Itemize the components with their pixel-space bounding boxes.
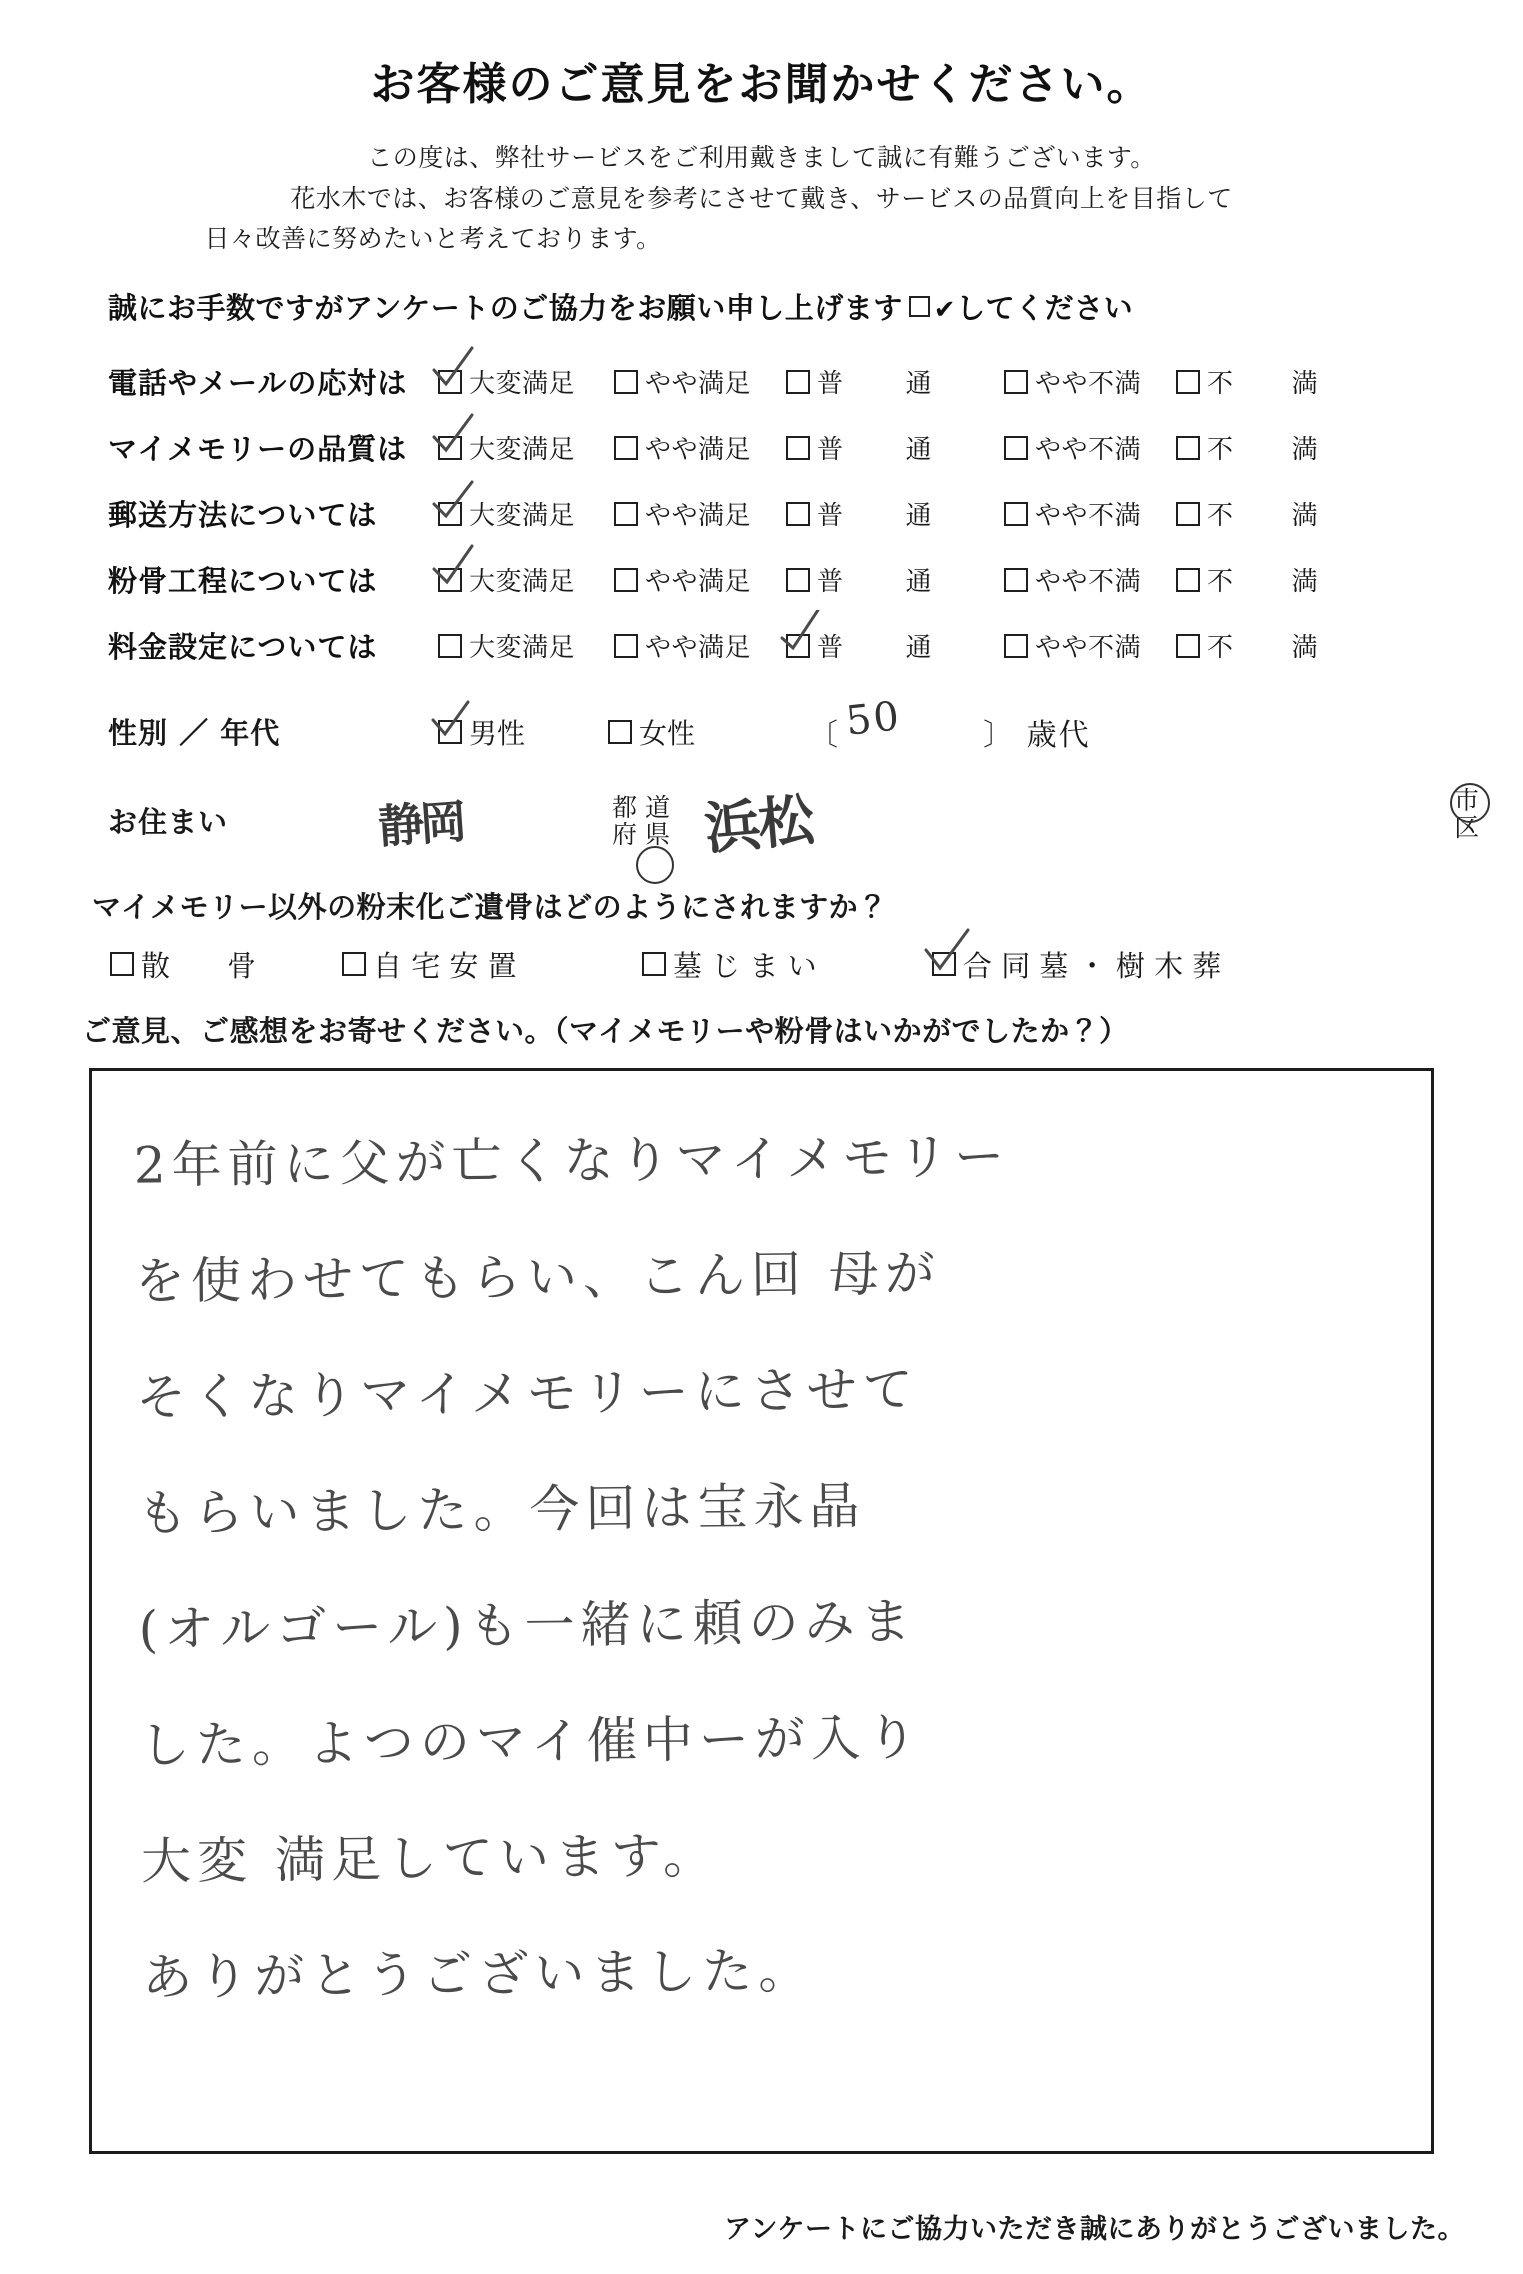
option-neutral[interactable] [786,561,1004,598]
option-label-2: 通 [905,369,933,399]
option-very-satisfied[interactable] [438,363,614,400]
option-label: やや満足 [645,435,752,465]
option-dissatisfied[interactable] [1176,429,1356,466]
option-label-2: 満 [1291,633,1319,663]
checkbox-icon[interactable] [342,952,366,976]
checkbox-icon[interactable] [438,370,462,394]
option-label-2: 通 [905,501,933,531]
gender-label-male: 男性 [469,716,526,750]
option-somewhat-satisfied[interactable] [614,561,786,598]
age-suffix: 歳代 [1026,717,1091,753]
checkbox-icon[interactable] [932,952,956,976]
footer-thanks-note: アンケートにご協力いただき誠にありがとうございました。 [724,2214,1465,2245]
option-label: 大変満足 [469,567,576,597]
checkbox-icon[interactable] [786,502,810,526]
checkbox-icon[interactable] [786,634,810,658]
option-label: 大変満足 [469,501,576,531]
option-label: 合 同 墓 ・ 樹 木 葬 [963,948,1222,983]
option-label: 散 骨 [141,948,271,983]
instruction-check-icon: ✔ [933,294,957,325]
option-label-2: 通 [905,567,933,597]
request-line [108,286,1523,327]
rating-options [438,627,1356,664]
option-somewhat-dissatisfied[interactable] [1004,495,1176,532]
option-label-2: 通 [905,435,933,465]
option-neutral[interactable] [786,429,1004,466]
other-question-text: マイメモリー以外の粉末化ご遺骨はどのようにされますか？ [92,889,888,924]
gender-age-label: 性別 ／ 年代 [108,716,281,750]
checkbox-icon[interactable] [786,568,810,592]
option-very-satisfied[interactable] [438,561,614,598]
rating-label: 料金設定については [108,630,378,664]
option-label-2: 満 [1291,435,1319,465]
shi-label: 市 [1453,785,1479,815]
checkbox-icon[interactable] [110,952,134,976]
checkbox-icon[interactable] [642,952,666,976]
checkbox-icon[interactable] [614,370,638,394]
checkbox-icon[interactable] [1004,502,1028,526]
request-text-before: 誠にお手数ですがアンケートのご協力をお願い申し上げます [108,290,903,325]
option-dissatisfied[interactable] [1176,495,1356,532]
rating-label: 郵送方法については [108,498,378,532]
option-label: やや不満 [1035,369,1142,399]
option-grave-closing[interactable] [642,944,932,985]
address-row [108,773,1523,869]
option-label-2: 通 [905,633,933,663]
rating-options [438,561,1356,598]
option-neutral[interactable] [786,363,1004,400]
option-label: やや満足 [645,501,752,531]
option-label: 普 [817,501,844,531]
option-label: 普 [817,435,844,465]
option-label: 大変満足 [469,435,576,465]
checkbox-icon[interactable] [608,720,632,744]
option-dissatisfied[interactable] [1176,363,1356,400]
option-label: 自 宅 安 置 [373,948,517,983]
ratings-section [0,349,1523,679]
checkbox-icon[interactable] [614,634,638,658]
option-dissatisfied[interactable] [1176,561,1356,598]
rating-label: 電話やメールの応対は [108,366,408,400]
bracket-open: 〔 [808,717,840,753]
option-somewhat-dissatisfied[interactable] [1004,429,1176,466]
checkbox-icon[interactable] [1176,370,1200,394]
rating-label: 粉骨工程については [108,564,378,598]
rating-options [438,495,1356,532]
instruction-checkbox-icon [909,296,930,317]
checkbox-icon[interactable] [1004,436,1028,460]
checkbox-icon[interactable] [438,720,462,744]
option-neutral[interactable] [786,495,1004,532]
intro-block [97,138,1427,260]
option-label: 普 [817,567,844,597]
checkbox-icon[interactable] [1004,568,1028,592]
bracket-close: 〕 [983,717,1016,753]
option-neutral[interactable] [786,627,1004,664]
option-label: 大変満足 [469,369,576,399]
ku-label: 区 [1453,813,1479,842]
rating-label: マイメモリーの品質は [108,432,408,466]
circled-ken-icon [636,846,674,884]
option-communal-tree-burial[interactable] [932,944,1352,985]
intro-line-3: 日々改善に努めたいと考えております。 [204,224,662,253]
gender-option-female[interactable] [608,712,808,752]
intro-line-2: 花水木では、お客様のご意見を参考にさせて戴き、サービスの品質向上を目指して [290,183,1233,213]
option-label: 普 [817,369,844,399]
option-somewhat-satisfied[interactable] [614,627,786,664]
option-somewhat-dissatisfied[interactable] [1004,363,1176,400]
city-ward-selector[interactable] [1454,787,1479,842]
handwritten-age-value: 50 [843,692,904,745]
other-question-options [110,944,1523,985]
prefecture-selector[interactable] [612,794,670,848]
circled-shi-icon [1450,783,1490,823]
checkbox-icon[interactable] [614,568,638,592]
option-scattering[interactable] [110,944,342,985]
rating-row [108,415,1523,481]
option-label: やや満足 [645,369,752,399]
rating-row [108,349,1523,415]
option-label: 不 [1207,501,1234,531]
intro-line-1: この度は、弊社サービスをご利用戴きまして誠に有難うございます。 [367,143,1156,172]
option-label: 不 [1207,435,1234,465]
option-label: 墓 じ ま い [673,948,817,983]
checkbox-icon[interactable] [1004,370,1028,394]
option-label: やや不満 [1035,435,1142,465]
rating-row [108,613,1523,679]
checkbox-icon[interactable] [438,436,462,460]
age-field[interactable] [808,692,1091,754]
option-home-enshrinement[interactable] [342,944,642,985]
checkbox-icon[interactable] [438,502,462,526]
comment-textarea[interactable] [89,1068,1434,2154]
option-somewhat-dissatisfied[interactable] [1004,627,1176,664]
checkbox-icon[interactable] [438,634,462,658]
rating-options [438,363,1356,400]
page-title: お客様のご意見をお聞かせください。 [370,59,1153,110]
checkbox-icon[interactable] [438,568,462,592]
checkbox-icon[interactable] [1176,436,1200,460]
gender-age-row [108,692,1523,767]
option-label: やや不満 [1035,633,1142,663]
option-somewhat-satisfied[interactable] [614,363,786,400]
option-label: やや不満 [1035,567,1142,597]
option-label: やや満足 [645,567,752,597]
option-label: 普 [817,633,844,663]
option-very-satisfied[interactable] [438,495,614,532]
request-text-after: してください [956,290,1134,325]
option-label-2: 満 [1291,369,1319,399]
option-label-2: 満 [1291,567,1319,597]
option-label: 不 [1207,369,1234,399]
option-label: 大変満足 [469,633,576,663]
checkbox-icon[interactable] [786,370,810,394]
handwritten-city: 浜松 [701,786,815,863]
comment-question: ご意見、ご感想をお寄せください。（マイメモリーや粉骨はいかがでしたか？） [82,1013,1129,1048]
option-label-2: 満 [1291,501,1319,531]
address-label: お住まい [108,805,229,839]
checkbox-icon[interactable] [1176,568,1200,592]
option-somewhat-satisfied[interactable] [614,495,786,532]
option-somewhat-dissatisfied[interactable] [1004,561,1176,598]
rating-options [438,429,1356,466]
option-label: やや満足 [645,633,752,663]
todofu-line-1: 都 道 [612,792,670,822]
checkbox-icon[interactable] [614,436,638,460]
gender-label-female: 女性 [639,716,696,750]
todofu-line-2-text: 府 県 [612,819,670,849]
todofu-line-2 [612,821,670,848]
gender-option-male[interactable] [438,712,608,752]
option-label: 不 [1207,567,1234,597]
checkbox-icon[interactable] [1004,634,1028,658]
option-very-satisfied[interactable] [438,429,614,466]
option-somewhat-satisfied[interactable] [614,429,786,466]
option-label: 不 [1207,633,1234,663]
handwritten-prefecture: 静岡 [376,793,464,854]
handwritten-comment: 2年前に父が亡くなりマイメモリー を使わせてもらい、こん回 母が そくなりマイメモリーにさせて もらいました。今回は宝永晶 (オルゴール)も一緒に頼のみま した。よつのマイ催中ーが入り 大変 満足しています。 ありがとうございました。 [133,1126,1011,2007]
option-label: やや不満 [1035,501,1142,531]
rating-row [108,547,1523,613]
option-very-satisfied[interactable] [438,627,614,664]
option-dissatisfied[interactable] [1176,627,1356,664]
checkbox-icon[interactable] [786,436,810,460]
checkbox-icon[interactable] [1176,634,1200,658]
rating-row [108,481,1523,547]
checkbox-icon[interactable] [614,502,638,526]
checkbox-icon[interactable] [1176,502,1200,526]
